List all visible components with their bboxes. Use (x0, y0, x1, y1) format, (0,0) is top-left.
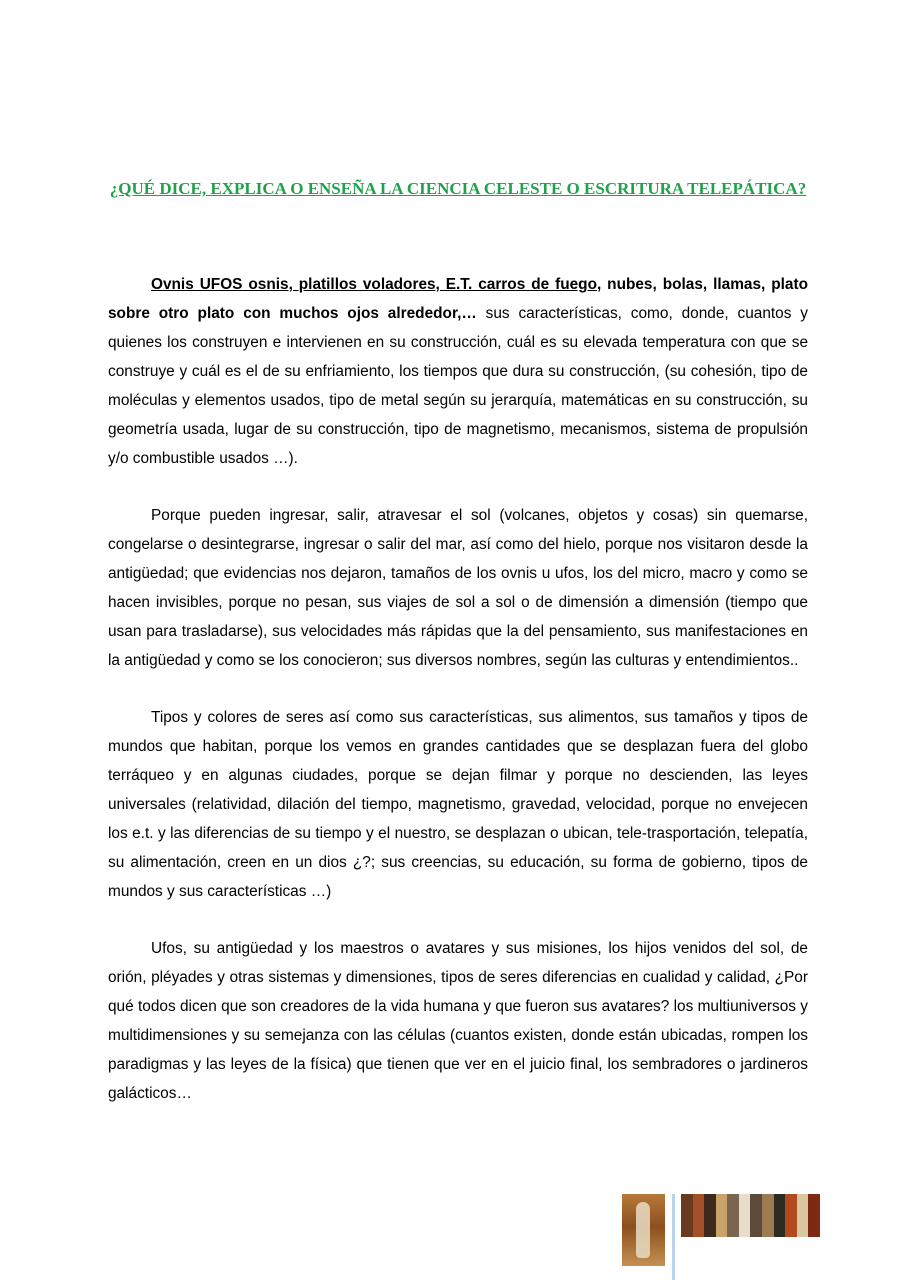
collage-tile (762, 1194, 774, 1237)
collage-tile (785, 1194, 797, 1237)
document-title: ¿QUÉ DICE, EXPLICA O ENSEÑA LA CIENCIA CELESTE O ESCRITURA TELEPÁTICA? (109, 179, 807, 198)
paragraph-4: Ufos, su antigüedad y los maestros o avatares y sus misiones, los hijos venidos del sol, de orión, pléyades y otras sistemas y dimensiones, tipos de seres diferencias en cualidad y calidad, ¿Por qué todos dicen que son creadores de la vida humana y que fueron sus avatares? los multiuniversos y multidimensiones y su semejanza con las células (cuantos existen, donde están ubicadas, rompen los paradigmas y las leyes de la física) que tienen que ver en el juicio final, los sembradores o jardineros galácticos… (108, 940, 808, 1102)
collage-tile (704, 1194, 716, 1237)
figure-silhouette-icon (636, 1202, 650, 1258)
footer-collage-image (681, 1194, 820, 1237)
collage-tile (808, 1194, 820, 1237)
paragraph-1-text: sus características, como, donde, cuantos y quienes los construyen e intervienen en su construcción, cuál es su elevada temperatura con que se construye y cuál es el de su enfriamiento, los tiempos que dura su construcción, (su cohesión, tipo de moléculas y elementos usados, tipo de metal según su jerarquía, matemáticas en su construcción, su geometría usada, lugar de su construcción, tipo de magnetismo, mecanismos, sistema de propulsión y/o combustible usados …). (108, 305, 808, 467)
collage-tile (693, 1194, 705, 1237)
collage-tile (681, 1194, 693, 1237)
paragraph-3: Tipos y colores de seres así como sus características, sus alimentos, sus tamaños y tipos de mundos que habitan, porque los vemos en grandes cantidades que se desplazan fuera del globo terráqueo y en algunas ciudades, porque se dejan filmar y porque no descienden, las leyes universales (relatividad, dilación del tiempo, magnetismo, gravedad, velocidad, porque no envejecen los e.t. y las diferencias de su tiempo y el nuestro, se desplazan o ubican, tele-trasportación, telepatía, su alimentación, creen en un dios ¿?; sus creencias, su educación, su forma de gobierno, tipos de mundos y sus características …) (108, 709, 808, 900)
footer-figure-image (622, 1194, 665, 1266)
collage-tile (750, 1194, 762, 1237)
collage-tile (797, 1194, 809, 1237)
footer-divider (672, 1194, 675, 1280)
collage-tile (774, 1194, 786, 1237)
collage-tile (727, 1194, 739, 1237)
paragraph-2: Porque pueden ingresar, salir, atravesar el sol (volcanes, objetos y cosas) sin quemarse, congelarse o desintegrarse, ingresar o salir del mar, así como del hielo, porque nos visitaron desde la antigüedad; que evidencias nos dejaron, tamaños de los ovnis u ufos, los del micro, macro y como se hacen invisibles, porque no pesan, sus viajes de sol a sol o de dimensión a dimensión (tiempo que usan para trasladarse), sus velocidades más rápidas que la del pensamiento, sus manifestaciones en la antigüedad y como se los conocieron; sus diversos nombres, según las culturas y entendimientos.. (108, 507, 808, 669)
paragraph-1-underlined-lead: Ovnis UFOS osnis, platillos voladores, E.T. carros de fuego (151, 276, 597, 293)
collage-tile (716, 1194, 728, 1237)
document-body (108, 270, 808, 1136)
paragraph-1-bold-lead: , nubes, bolas, llamas, plato sobre otro plato con muchos ojos alrededor,… (108, 276, 808, 322)
paragraph-1 (108, 270, 808, 473)
collage-tile (739, 1194, 751, 1237)
